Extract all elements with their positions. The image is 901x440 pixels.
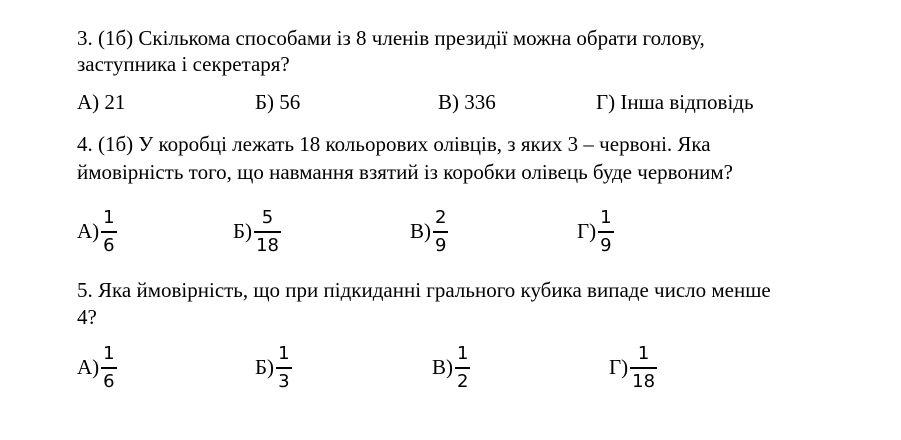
q3-option-d: Г) Інша відповідь xyxy=(596,90,754,114)
denominator: 18 xyxy=(632,370,656,392)
numerator: 1 xyxy=(103,207,115,228)
fraction xyxy=(433,207,448,257)
denominator: 3 xyxy=(278,370,290,392)
denominator: 9 xyxy=(435,234,447,256)
numerator: 5 xyxy=(261,207,274,228)
denominator: 6 xyxy=(103,370,115,392)
q4-option-a xyxy=(77,207,117,257)
fraction xyxy=(101,207,116,257)
numerator: 1 xyxy=(600,207,612,228)
q3-text-line2: заступника і секретаря? xyxy=(77,52,290,76)
numerator: 1 xyxy=(278,343,290,364)
fraction xyxy=(630,343,657,393)
q3-option-c: В) 336 xyxy=(438,90,496,114)
numerator: 2 xyxy=(435,207,447,228)
q4-text-line1: 4. (1б) У коробці лежать 18 кольорових олівців, з яких 3 – червоні. Яка xyxy=(77,132,711,156)
option-letter: Б) xyxy=(255,355,275,380)
q5-option-b xyxy=(255,343,292,393)
numerator: 1 xyxy=(457,343,469,364)
option-letter: А) xyxy=(77,355,100,380)
fraction xyxy=(598,207,613,257)
q4-option-b xyxy=(233,207,281,257)
option-letter: Б) xyxy=(233,219,253,244)
q3-text-line1: 3. (1б) Скількома способами із 8 членів президії можна обрати голову, xyxy=(77,26,705,50)
option-letter: А) xyxy=(77,219,100,244)
denominator: 2 xyxy=(457,370,469,392)
denominator: 6 xyxy=(103,234,115,256)
q5-text-line1: 5. Яка ймовірність, що при підкиданні грального кубика випаде число менше xyxy=(77,278,771,302)
numerator: 1 xyxy=(103,343,115,364)
fraction xyxy=(455,343,470,393)
denominator: 18 xyxy=(256,234,279,256)
q5-option-d xyxy=(609,343,657,393)
q3-option-a: А) 21 xyxy=(77,90,126,114)
fraction xyxy=(254,207,281,257)
q3-option-b: Б) 56 xyxy=(255,90,301,114)
fraction xyxy=(101,343,116,393)
option-letter: Г) xyxy=(609,355,629,380)
q5-option-c xyxy=(432,343,470,393)
q5-option-a xyxy=(77,343,117,393)
option-letter: В) xyxy=(432,355,453,380)
q4-option-d xyxy=(577,207,614,257)
fraction xyxy=(276,343,291,393)
q4-option-c xyxy=(410,207,448,257)
q5-text-line2: 4? xyxy=(77,305,97,329)
q4-text-line2: ймовірність того, що навмання взятий із коробки олівець буде червоним? xyxy=(77,160,733,184)
option-letter: В) xyxy=(410,219,431,244)
denominator: 9 xyxy=(600,234,612,256)
numerator: 1 xyxy=(637,343,650,364)
option-letter: Г) xyxy=(577,219,597,244)
